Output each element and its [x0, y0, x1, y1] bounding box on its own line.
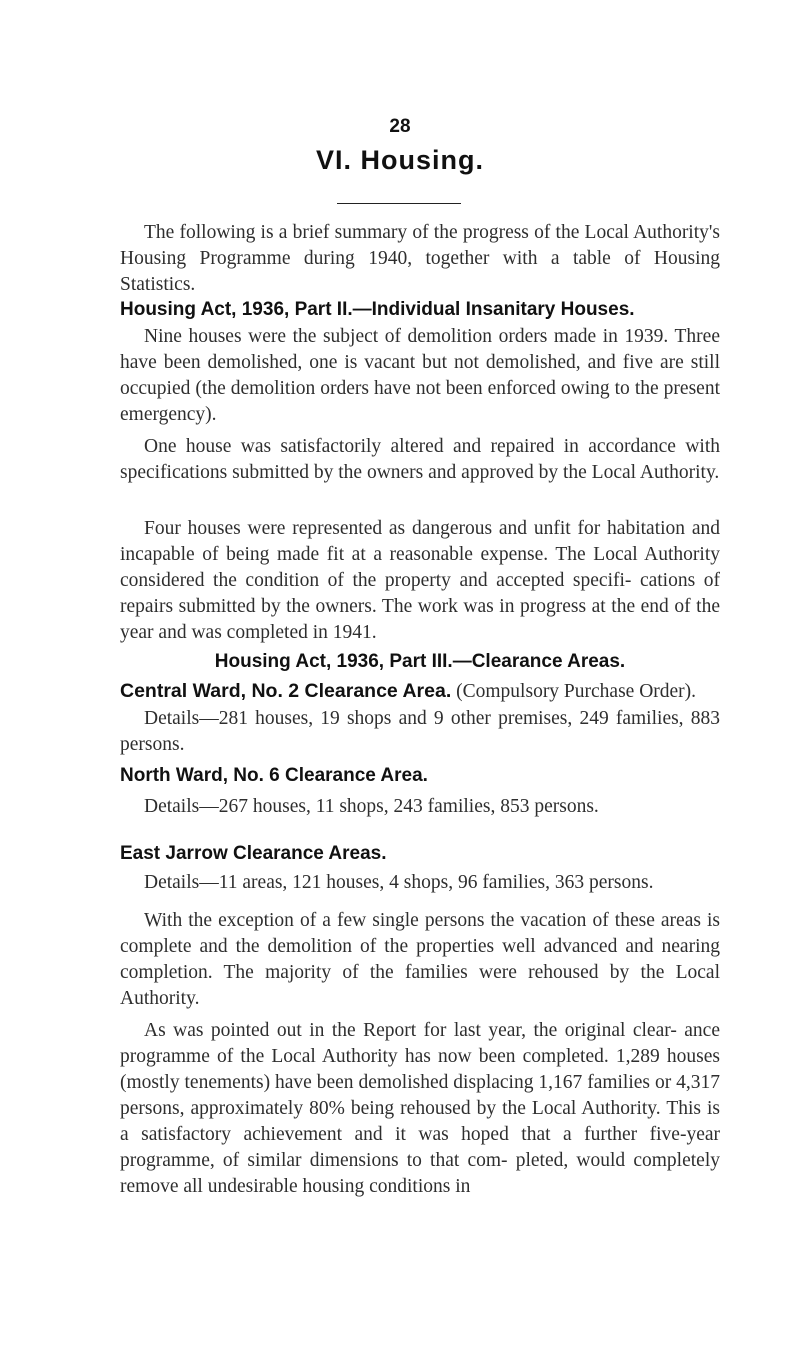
- central-ward-heading: Central Ward, No. 2 Clearance Area.: [120, 680, 452, 702]
- page-number: 28: [389, 116, 411, 137]
- part-ii-heading: Housing Act, 1936, Part II.—Individual Insanitary Houses.: [120, 299, 635, 320]
- intro-paragraph: The following is a brief summary of the progress of the Local Authority's Housing Programme during 1940, together with a table of Housing Statistics.: [120, 222, 720, 295]
- central-ward-details: Details—281 houses, 19 shops and 9 other premises, 249 families, 883 persons.: [120, 708, 720, 755]
- part-ii-paragraph-1: Nine houses were the subject of demolition orders made in 1939. Three have been demolished, one is vacant but not demolished, and five are still occupied (the demolition orders have not been enforced owing to the present emergency).: [120, 326, 720, 425]
- east-jarrow-details: Details—11 areas, 121 houses, 4 shops, 96 families, 363 persons.: [144, 872, 654, 893]
- part-ii-paragraph-2: One house was satisfactorily altered and repaired in accordance with specifications submitted by the owners and approved by the Local Authority.: [120, 436, 720, 483]
- part-iii-heading: Housing Act, 1936, Part III.—Clearance Areas.: [214, 651, 626, 672]
- central-ward-order: (Compulsory Purchase Order).: [451, 681, 697, 702]
- title-rule: [337, 203, 461, 204]
- clearance-paragraph-1: With the exception of a few single persons the vacation of these areas is complete and the demolition of the properties well advanced and nearing completion. The majority of the families were rehoused by the Local Authority.: [120, 910, 720, 1009]
- central-ward-heading-line: [120, 678, 720, 705]
- north-ward-details: Details—267 houses, 11 shops, 243 families, 853 persons.: [144, 796, 599, 817]
- section-title: VI. Housing.: [315, 145, 484, 175]
- north-ward-heading: North Ward, No. 6 Clearance Area.: [120, 765, 428, 786]
- part-ii-paragraph-3: Four houses were represented as dangerous and unfit for habitation and incapable of being made fit at a reasonable expense. The Local Authority considered the condition of the property and accepted specifi- cations of repairs submitted by the owners. The work was in progress at the end of the year and was completed in 1941.: [120, 518, 720, 643]
- east-jarrow-heading: East Jarrow Clearance Areas.: [120, 843, 387, 864]
- clearance-paragraph-2: As was pointed out in the Report for last year, the original clear- ance programme of the Local Authority has now been completed. 1,289 houses (mostly tenements) have been demolished displacing 1,167 families or 4,317 persons, approximately 80% being rehoused by the Local Authority. This is a satisfactory achievement and it was hoped that a further five-year programme, of similar dimensions to that com- pleted, would completely remove all undesirable housing conditions in: [120, 1020, 720, 1197]
